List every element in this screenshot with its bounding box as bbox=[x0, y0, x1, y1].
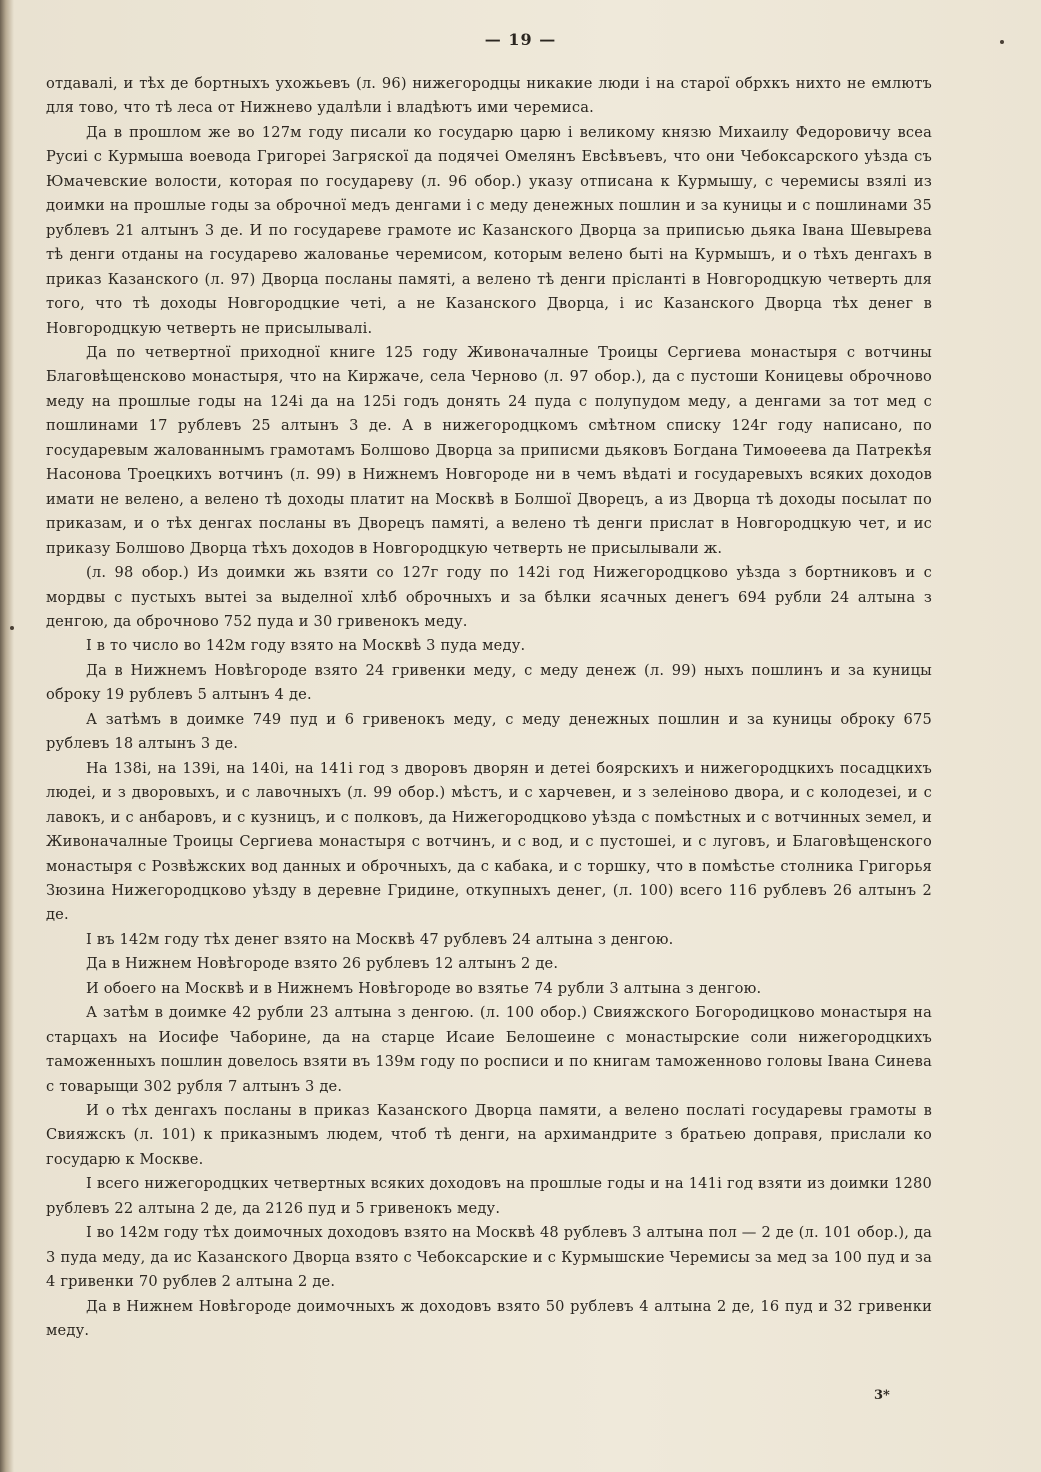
paragraph: И обоего на Москвѣ и в Нижнемъ Новѣгороде во взятье 74 рубли 3 алтына з денгою. bbox=[86, 979, 762, 997]
paragraph: А затѣмъ в доимке 749 пуд и 6 гривенокъ меду, с меду денежных пошлин и за куницы оброку 675 рублевъ 18 алтынъ 3 де. bbox=[46, 710, 932, 753]
paragraph: А затѣм в доимке 42 рубли 23 алтына з денгою. (л. 100 обор.) Свияжского Богородицково монастыря на старцахъ на Иосифе Чаборине, да на старце Исаие Белошеине с монастырские соли нижегородцкихъ таможенныхъ пошлин довелось взяти въ 139м году по росписи и по книгам таможенново головы Івана Синева с товарыщи 302 рубля 7 алтынъ 3 де. bbox=[46, 1004, 932, 1095]
paragraph: І всего нижегородцких четвертных всяких доходовъ на прошлые годы и на 141і год взяти из доимки 1280 рублевъ 22 алтына 2 де, да 2126 пуд и 5 гривенокъ меду. bbox=[46, 1175, 932, 1217]
paragraph: На 138і, на 139і, на 140і, на 141і год з дворовъ дворян и детеі боярскихъ и нижегородцкихъ посадцкихъ людеі, и з дворовыхъ, и с лавочныхъ (л. 99 обор.) мѣстъ, и с харчевен, и з зелеіново двора, и с колодезеі, и с лавокъ, и с анбаровъ, и с кузницъ, и с полковъ, да Нижегородцково уѣзда с помѣстных и с вотчинных земел, и Живоначалные Троицы Сергиева монастыря с вотчинъ, и с вод, и с пустошеі, и с луговъ, и Благовѣщенского монастыря с Розвѣжских вод данных и оброчныхъ, да с кабака, и с торшку, что в помѣстье столника Григорья Зюзина Нижегородцково уѣзду в деревне Гридине, откупныхъ денег, (л. 100) всего 116 рублевъ 26 алтынъ 2 де. bbox=[46, 759, 932, 924]
paragraph: Да в Нижнемъ Новѣгороде взято 24 гривенки меду, с меду денеж (л. 99) ныхъ пошлинъ и за куницы оброку 19 рублевъ 5 алтынъ 4 де. bbox=[46, 661, 932, 704]
body-text bbox=[46, 72, 932, 1344]
paragraph: І в то число во 142м году взято на Москвѣ 3 пуда меду. bbox=[86, 637, 526, 655]
page-number: — 19 — bbox=[484, 30, 557, 49]
paragraph: И о тѣх денгахъ посланы в приказ Казанского Дворца памяти, а велено послаті государевы грамоты в Свияжскъ (л. 101) к приказнымъ людем, чтоб тѣ денги, на архимандрите з братьею доправя, прислали ко государю к Москве. bbox=[46, 1102, 932, 1168]
paragraph: Да по четвертної приходної книге 125 году Живоначалные Троицы Сергиева монастыря с вотчины Благовѣщенсково монастыря, что на Киржаче, села Черново (л. 97 обор.), да с пустоши Коницевы оброчново меду на прошлые годы на 124і да на 125і годъ донять 24 пуда с полупудом меду, а денгами за тот мед с пошлинами 17 рублевъ 25 алтынъ 3 де. А в нижегородцкомъ смѣтном списку 124г году написано, по государевым жалованнымъ грамотамъ Болшово Дворца за приписми дьяковъ Богдана Тимоѳеева да Патрекѣя Насонова Троецкихъ вотчинъ (л. 99) в Нижнемъ Новгороде ни в чемъ вѣдаті и государевыхъ всяких доходов имати не велено, а велено тѣ доходы платит на Москвѣ в Болшої Дворецъ, а из Дворца тѣ доходы посылат по приказам, и о тѣх денгах посланы въ Дворецъ памяті, а велено тѣ денги прислат в Новгородцкую чет, и ис приказу Болшово Дворца тѣхъ доходов в Новгородцкую четверть не присылывали ж. bbox=[46, 343, 932, 557]
margin-dot bbox=[10, 626, 14, 630]
paragraph: І во 142м году тѣх доимочных доходовъ взято на Москвѣ 48 рублевъ 3 алтына пол — 2 де (л. 101 обор.), да 3 пуда меду, да ис Казанского Дворца взято с Чебоксарские и с Курмышские Черемисы за мед за 100 пуд и за 4 гривенки 70 рублев 2 алтына 2 де. bbox=[46, 1224, 932, 1291]
margin-dot bbox=[1000, 40, 1004, 44]
paragraph: Да в Нижнем Новѣгороде доимочныхъ ж доходовъ взято 50 рублевъ 4 алтына 2 де, 16 пуд и 32 гривенки меду. bbox=[46, 1297, 932, 1340]
paragraph: Да в прошлом же во 127м году писали ко государю царю і великому князю Михаилу Федоровичу всеа Русиі с Курмыша воевода Григореі Загряскої да подячеі Омелянъ Евсѣвъевъ, что они Чебоксарского уѣзда съ Юмачевские волости, которая по государеву (л. 96 обор.) указу отписана к Курмышу, с черемисы взялі из доимки на прошлые годы за оброчної медъ денгами і с меду денежных пошлин и за куницы и с пошлинами 35 рублевъ 21 алтынъ 3 де. И по государеве грамоте ис Казанского Дворца за приписью дьяка Івана Шевырева тѣ денги отданы на государево жалованье черемисом, которым велено быті на Курмышъ, и о тѣхъ денгахъ в приказ Казанского (л. 97) Дворца посланы памяті, а велено тѣ денги прісланті в Новгородцкую четверть для того, что тѣ доходы Новгородцкие четі, а не Казанского Дворца, і ис Казанского Дворца тѣх денег в Новгородцкую четверть не присылывалі. bbox=[46, 123, 932, 337]
paragraph: отдавалі, и тѣх де бортныхъ ухожьевъ (л. 96) нижегородцы никакие люди і на старої обрхкъ нихто не емлютъ для тово, что тѣ леса от Нижнево удалѣли і владѣютъ ими черемиса. bbox=[46, 75, 932, 117]
paragraph: (л. 98 обор.) Из доимки жь взяти со 127г году по 142і год Нижегородцково уѣзда з бортниковъ и с мордвы с пустыхъ вытеі за выделної хлѣб оброчныхъ и за бѣлки ясачных денегъ 694 рубли 24 алтына з денгою, да оброчново 752 пуда и 30 гривенокъ меду. bbox=[46, 564, 932, 630]
signature-mark: 3* bbox=[874, 1388, 890, 1403]
paragraph: Да в Нижнем Новѣгороде взято 26 рублевъ 12 алтынъ 2 де. bbox=[86, 955, 559, 973]
paragraph: І въ 142м году тѣх денег взято на Москвѣ 47 рублевъ 24 алтына з денгою. bbox=[86, 930, 674, 948]
